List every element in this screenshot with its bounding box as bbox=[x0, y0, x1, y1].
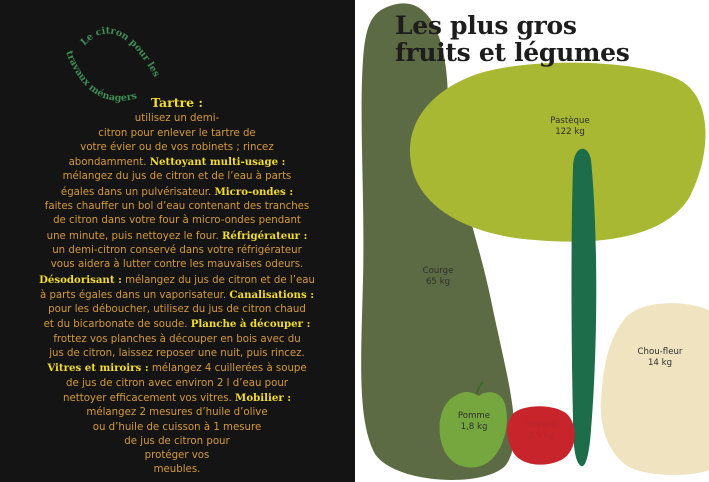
text-line bbox=[12, 244, 342, 258]
text-line bbox=[12, 273, 342, 288]
tip-text: de jus de citron avec environ 2 l d’eau pour bbox=[66, 377, 288, 389]
pasteque-label bbox=[540, 116, 600, 137]
page-title-line1: Les plus gros bbox=[395, 11, 577, 40]
tip-text: nettoyer efficacement vos vitres. bbox=[62, 392, 236, 404]
lemon-tips-text bbox=[12, 96, 342, 478]
tomate-label bbox=[511, 420, 571, 441]
text-line bbox=[12, 127, 342, 141]
tip-text: faites chauffer un bol d’eau contenant des tranches bbox=[44, 201, 310, 213]
tip-text: frottez vos planches à découper en bois avec du bbox=[53, 333, 301, 345]
tip-heading: Canalisations : bbox=[229, 288, 315, 301]
text-line bbox=[12, 141, 342, 155]
tip-text: mélangez du jus de citron et de l’eau bbox=[121, 274, 315, 286]
text-line bbox=[12, 377, 342, 391]
text-line bbox=[12, 258, 342, 272]
concombre-label: Concombre 1,16 m bbox=[520, 286, 530, 370]
text-line bbox=[12, 333, 342, 347]
text-line bbox=[12, 112, 342, 126]
concombre-shape bbox=[572, 149, 597, 467]
tip-text: vous aidera à lutter contre les mauvaises odeurs. bbox=[50, 259, 304, 271]
tip-text: citron pour enlever le tartre de bbox=[98, 127, 256, 139]
tip-heading: Mobilier : bbox=[235, 391, 292, 404]
text-line bbox=[12, 155, 342, 170]
tip-text: jus de citron, laissez reposer une nuit, puis rincez. bbox=[49, 348, 305, 360]
tip-text: et du bicarbonate de soude. bbox=[43, 319, 191, 331]
text-line bbox=[12, 317, 342, 332]
chou-fleur-label bbox=[627, 347, 693, 368]
chou-fleur-name: Chou-fleur bbox=[637, 347, 683, 357]
page-title bbox=[395, 12, 629, 66]
text-line bbox=[12, 421, 342, 435]
tip-heading: Tartre : bbox=[150, 95, 204, 110]
tip-text: pour les déboucher, utilisez du jus de citron chaud bbox=[48, 304, 306, 316]
text-line bbox=[12, 200, 342, 214]
tip-text: mélangez du jus de citron et de l’eau à parts bbox=[62, 171, 292, 183]
courge-label bbox=[413, 266, 463, 287]
page-title-line2: fruits et légumes bbox=[395, 38, 630, 67]
tip-heading: Désodorisant : bbox=[39, 273, 122, 286]
tip-text: une minute, puis nettoyez le four. bbox=[46, 230, 222, 242]
pasteque-weight: 122 kg bbox=[555, 126, 585, 137]
tip-text: mélangez 4 cuillerées à soupe bbox=[148, 363, 307, 375]
chou-fleur-weight: 14 kg bbox=[647, 357, 673, 368]
text-line bbox=[12, 288, 342, 303]
text-line bbox=[12, 96, 342, 112]
fruits-illustration bbox=[355, 0, 709, 482]
pasteque-name: Pastèque bbox=[550, 116, 590, 126]
tip-text: de citron dans votre four à micro-ondes pendant bbox=[53, 215, 301, 227]
text-line bbox=[12, 214, 342, 228]
tomate-name: Tomate bbox=[525, 420, 557, 430]
tip-heading: Planche à découper : bbox=[190, 318, 311, 331]
tip-heading: Micro-ondes : bbox=[214, 185, 294, 198]
tip-heading: Réfrigérateur : bbox=[221, 229, 308, 242]
text-line bbox=[12, 170, 342, 184]
tip-text: de jus de citron pour bbox=[124, 435, 230, 447]
tip-text: abondamment. bbox=[68, 157, 150, 169]
pomme-label bbox=[449, 411, 499, 432]
courge-name: Courge bbox=[422, 266, 454, 276]
pasteque-shape bbox=[410, 63, 706, 242]
text-line bbox=[12, 406, 342, 420]
text-line bbox=[12, 435, 342, 449]
text-line bbox=[12, 347, 342, 361]
text-line bbox=[12, 303, 342, 317]
text-line bbox=[12, 229, 342, 244]
curved-title-line2: travaux ménagers bbox=[63, 49, 139, 104]
tip-text: un demi-citron conservé dans votre réfrigérateur bbox=[52, 244, 302, 256]
pomme-name: Pomme bbox=[457, 411, 491, 421]
text-line bbox=[12, 361, 342, 376]
tip-heading: Nettoyant multi-usage : bbox=[149, 156, 286, 169]
chou-fleur-shape bbox=[601, 303, 709, 475]
text-line bbox=[12, 463, 342, 477]
text-line bbox=[12, 185, 342, 200]
tip-text: protéger vos bbox=[144, 450, 210, 462]
tomate-weight: 3,5 kg bbox=[527, 430, 555, 441]
biggest-fruits-page bbox=[355, 0, 709, 482]
tip-heading: Vitres et miroirs : bbox=[47, 362, 149, 375]
courge-weight: 65 kg bbox=[425, 276, 451, 287]
tip-text: égales dans un pulvérisateur. bbox=[60, 186, 215, 198]
tip-text: mélangez 2 mesures d’huile d’olive bbox=[86, 407, 268, 419]
curved-title-line1: Le citron pour les bbox=[78, 25, 162, 79]
text-line bbox=[12, 449, 342, 463]
pomme-weight: 1,8 kg bbox=[460, 421, 488, 432]
tip-text: à parts égales dans un vaporisateur. bbox=[39, 289, 230, 301]
tip-text: ou d’huile de cuisson à 1 mesure bbox=[92, 421, 262, 433]
tip-text: meubles. bbox=[153, 464, 201, 476]
tip-text: votre évier ou de vos robinets ; rincez bbox=[80, 141, 274, 153]
text-line bbox=[12, 391, 342, 406]
tip-text: utilisez un demi- bbox=[134, 113, 220, 125]
